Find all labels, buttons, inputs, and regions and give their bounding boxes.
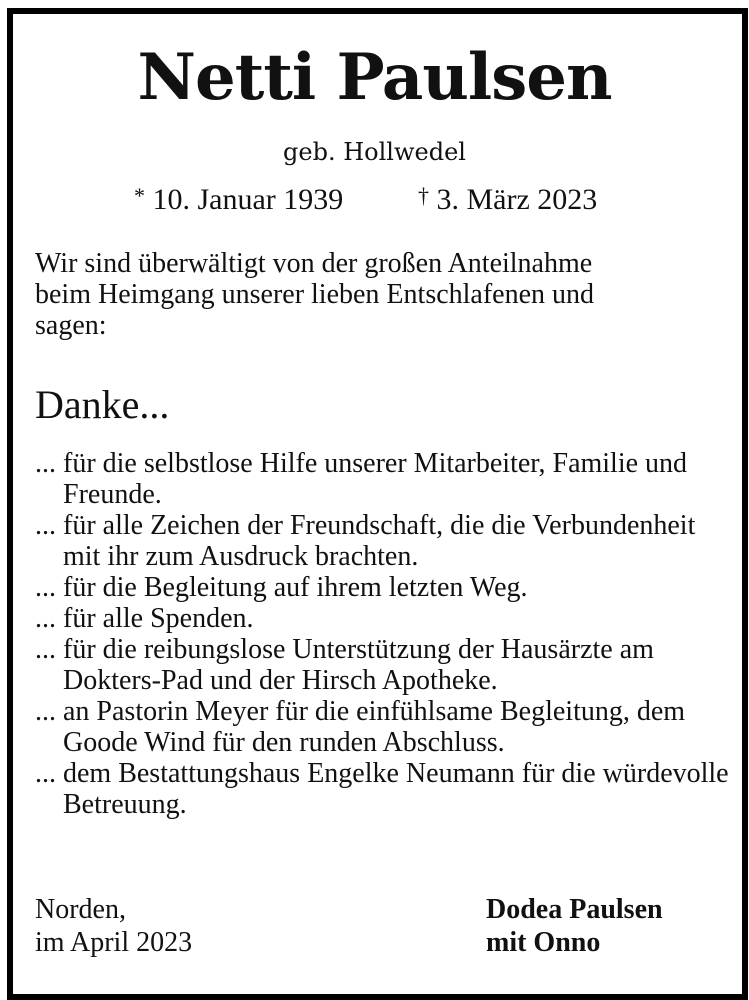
signature-line: Dodea Paulsen — [486, 894, 663, 925]
place-date — [35, 893, 192, 959]
birth-date: 10. Januar 1939 — [152, 183, 344, 216]
thanks-item: ... für alle Spenden. — [35, 603, 254, 634]
date-line: im April 2023 — [35, 927, 193, 958]
death-date: 3. März 2023 — [436, 183, 598, 216]
intro-line: beim Heimgang unserer lieben Entschlafenen und — [35, 279, 595, 310]
thanks-item: ... für die selbstlose Hilfe unserer Mitarbeiter, Familie und Freunde. — [35, 448, 688, 510]
thanks-item: ... für die Begleitung auf ihrem letzten Weg. — [35, 572, 528, 603]
thanks-list — [35, 448, 735, 820]
death-date-line — [418, 185, 597, 215]
intro-line: sagen: — [35, 310, 107, 341]
thanks-item: ... dem Bestattungshaus Engelke Neumann für die würdevolle Betreuung. — [35, 758, 729, 820]
thanks-item: ... für alle Zeichen der Freundschaft, die die Verbundenheit mit ihr zum Ausdruck brachten. — [35, 510, 696, 572]
thanks-heading: Danke... — [35, 382, 170, 427]
place: Norden, — [35, 894, 126, 925]
thanks-item: ... für die reibungslose Unterstützung der Hausärzte am Dokters-Pad und der Hirsch Apotheke. — [35, 634, 654, 696]
signature — [486, 893, 663, 959]
deceased-name: Netti Paulsen — [137, 40, 612, 115]
signature-line: mit Onno — [486, 927, 601, 958]
intro-text — [35, 248, 725, 341]
birth-symbol: * — [134, 183, 145, 208]
cross-symbol: † — [418, 183, 429, 208]
birth-date-line — [134, 185, 343, 215]
thanks-item: ... an Pastorin Meyer für die einfühlsame Begleitung, dem Goode Wind für den runden Abschluss. — [35, 696, 686, 758]
birth-name: geb. Hollwedel — [283, 138, 466, 166]
intro-line: Wir sind überwältigt von der großen Anteilnahme — [35, 248, 593, 279]
